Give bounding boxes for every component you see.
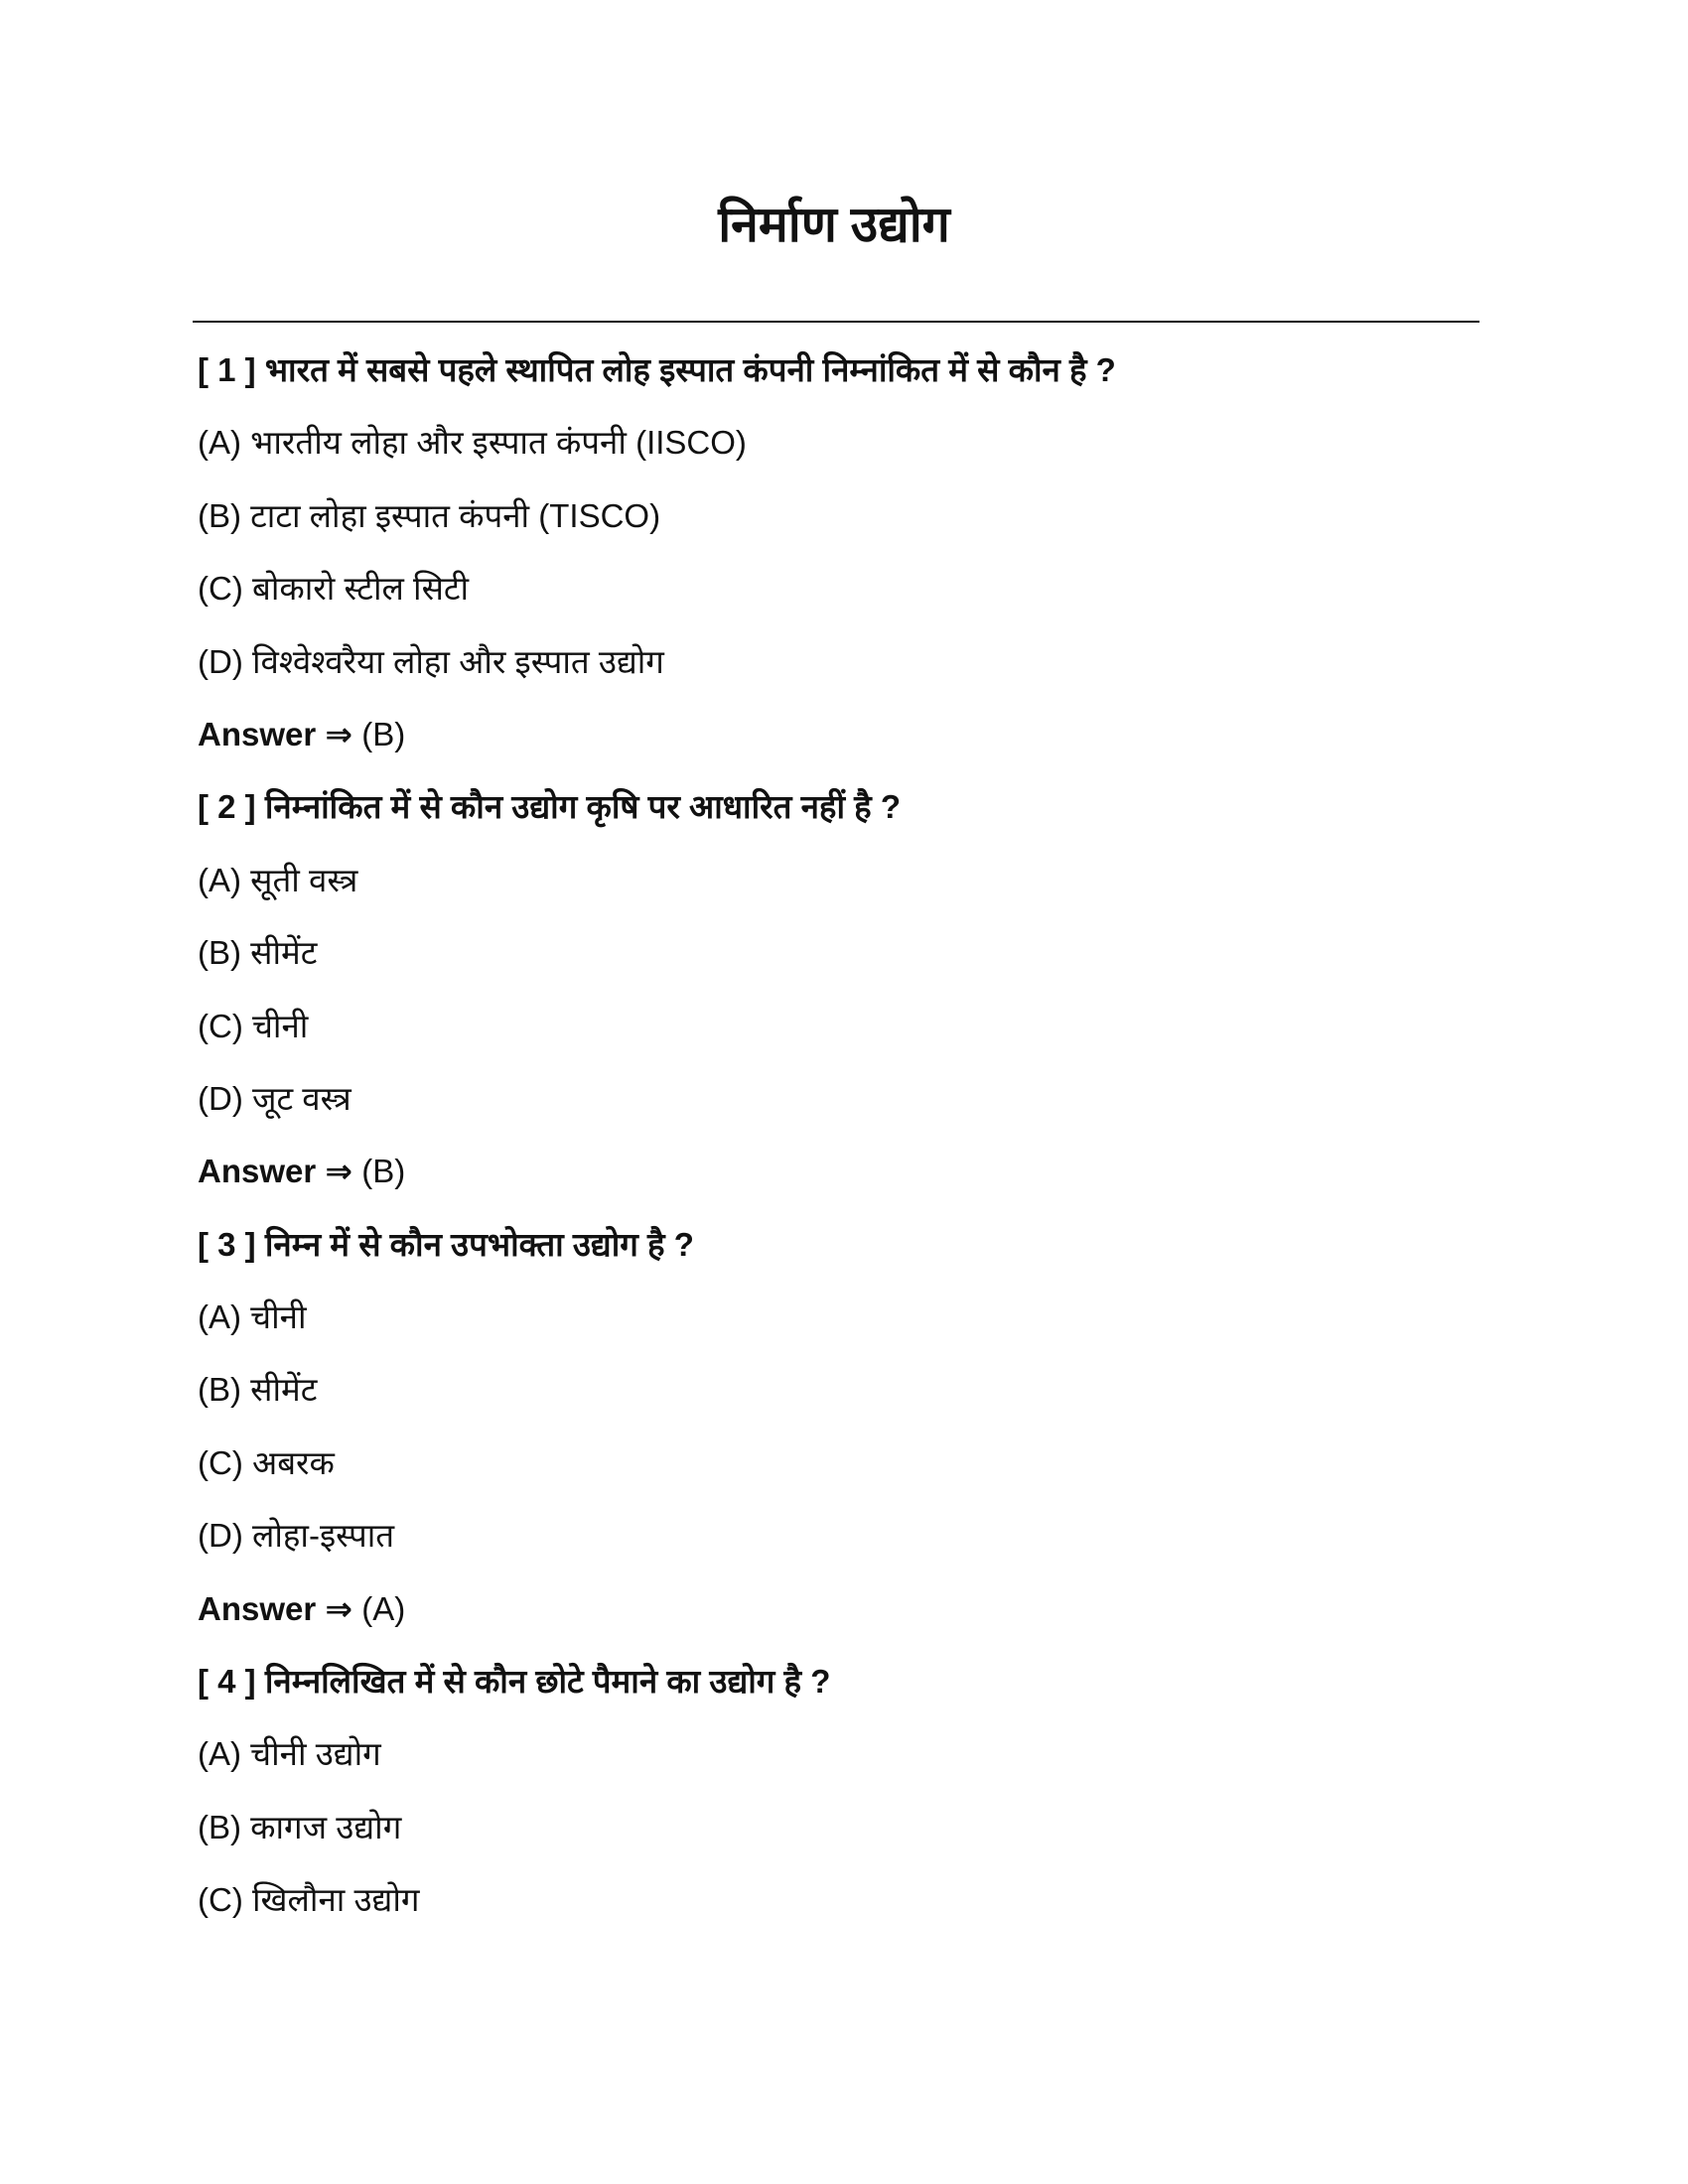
option-text: (C) खिलौना उद्योग (198, 1881, 420, 1919)
option-text: (B) सीमेंट (198, 934, 318, 972)
option-text: (D) लोहा-इस्पात (198, 1517, 395, 1555)
option-text: (C) अबरक (198, 1443, 335, 1481)
answer-label: Answer ⇒ (198, 715, 353, 752)
question-text: [ 2 ] निम्नांकित में से कौन उद्योग कृषि पर आधारित नहीं है ? (198, 788, 902, 826)
option-text: (D) जूट वस्त्र (198, 1079, 352, 1117)
question-list (198, 334, 1488, 1937)
question-text: [ 4 ] निम्नलिखित में से कौन छोटे पैमाने का उद्योग है ? (198, 1663, 831, 1701)
answer-line (198, 1135, 1488, 1207)
answer-label: Answer ⇒ (198, 1589, 353, 1627)
question-text: [ 3 ] निम्न में से कौन उपभोक्ता उद्योग है ? (198, 1225, 694, 1263)
option-text: (A) चीनी उद्योग (198, 1735, 381, 1773)
option-text: (B) टाटा लोहा इस्पात कंपनी (TISCO) (198, 496, 661, 534)
option-text: (B) कागज उद्योग (198, 1808, 402, 1845)
option-text: (D) विश्वेश्वरैया लोहा और इस्पात उद्योग (198, 642, 664, 680)
answer-value: (B) (361, 715, 406, 752)
title-divider (193, 321, 1479, 323)
answer-line (198, 1572, 1488, 1645)
option-text: (A) चीनी (198, 1298, 307, 1336)
page-title: निर्माण उद्योग (718, 197, 950, 252)
answer-value: (A) (361, 1589, 406, 1627)
option-text: (C) बोकारो स्टील सिटी (198, 570, 470, 608)
answer-value: (B) (361, 1153, 406, 1190)
option-text: (C) चीनी (198, 1007, 309, 1044)
option-text: (A) सूती वस्त्र (198, 861, 358, 898)
answer-line (198, 698, 1488, 770)
question-text: [ 1 ] भारत में सबसे पहले स्थापित लोह इस्पात कंपनी निम्नांकित में से कौन है ? (198, 351, 1116, 388)
answer-label: Answer ⇒ (198, 1153, 353, 1190)
option-text: (A) भारतीय लोहा और इस्पात कंपनी (IISCO) (198, 424, 747, 462)
option-text: (B) सीमेंट (198, 1371, 318, 1409)
